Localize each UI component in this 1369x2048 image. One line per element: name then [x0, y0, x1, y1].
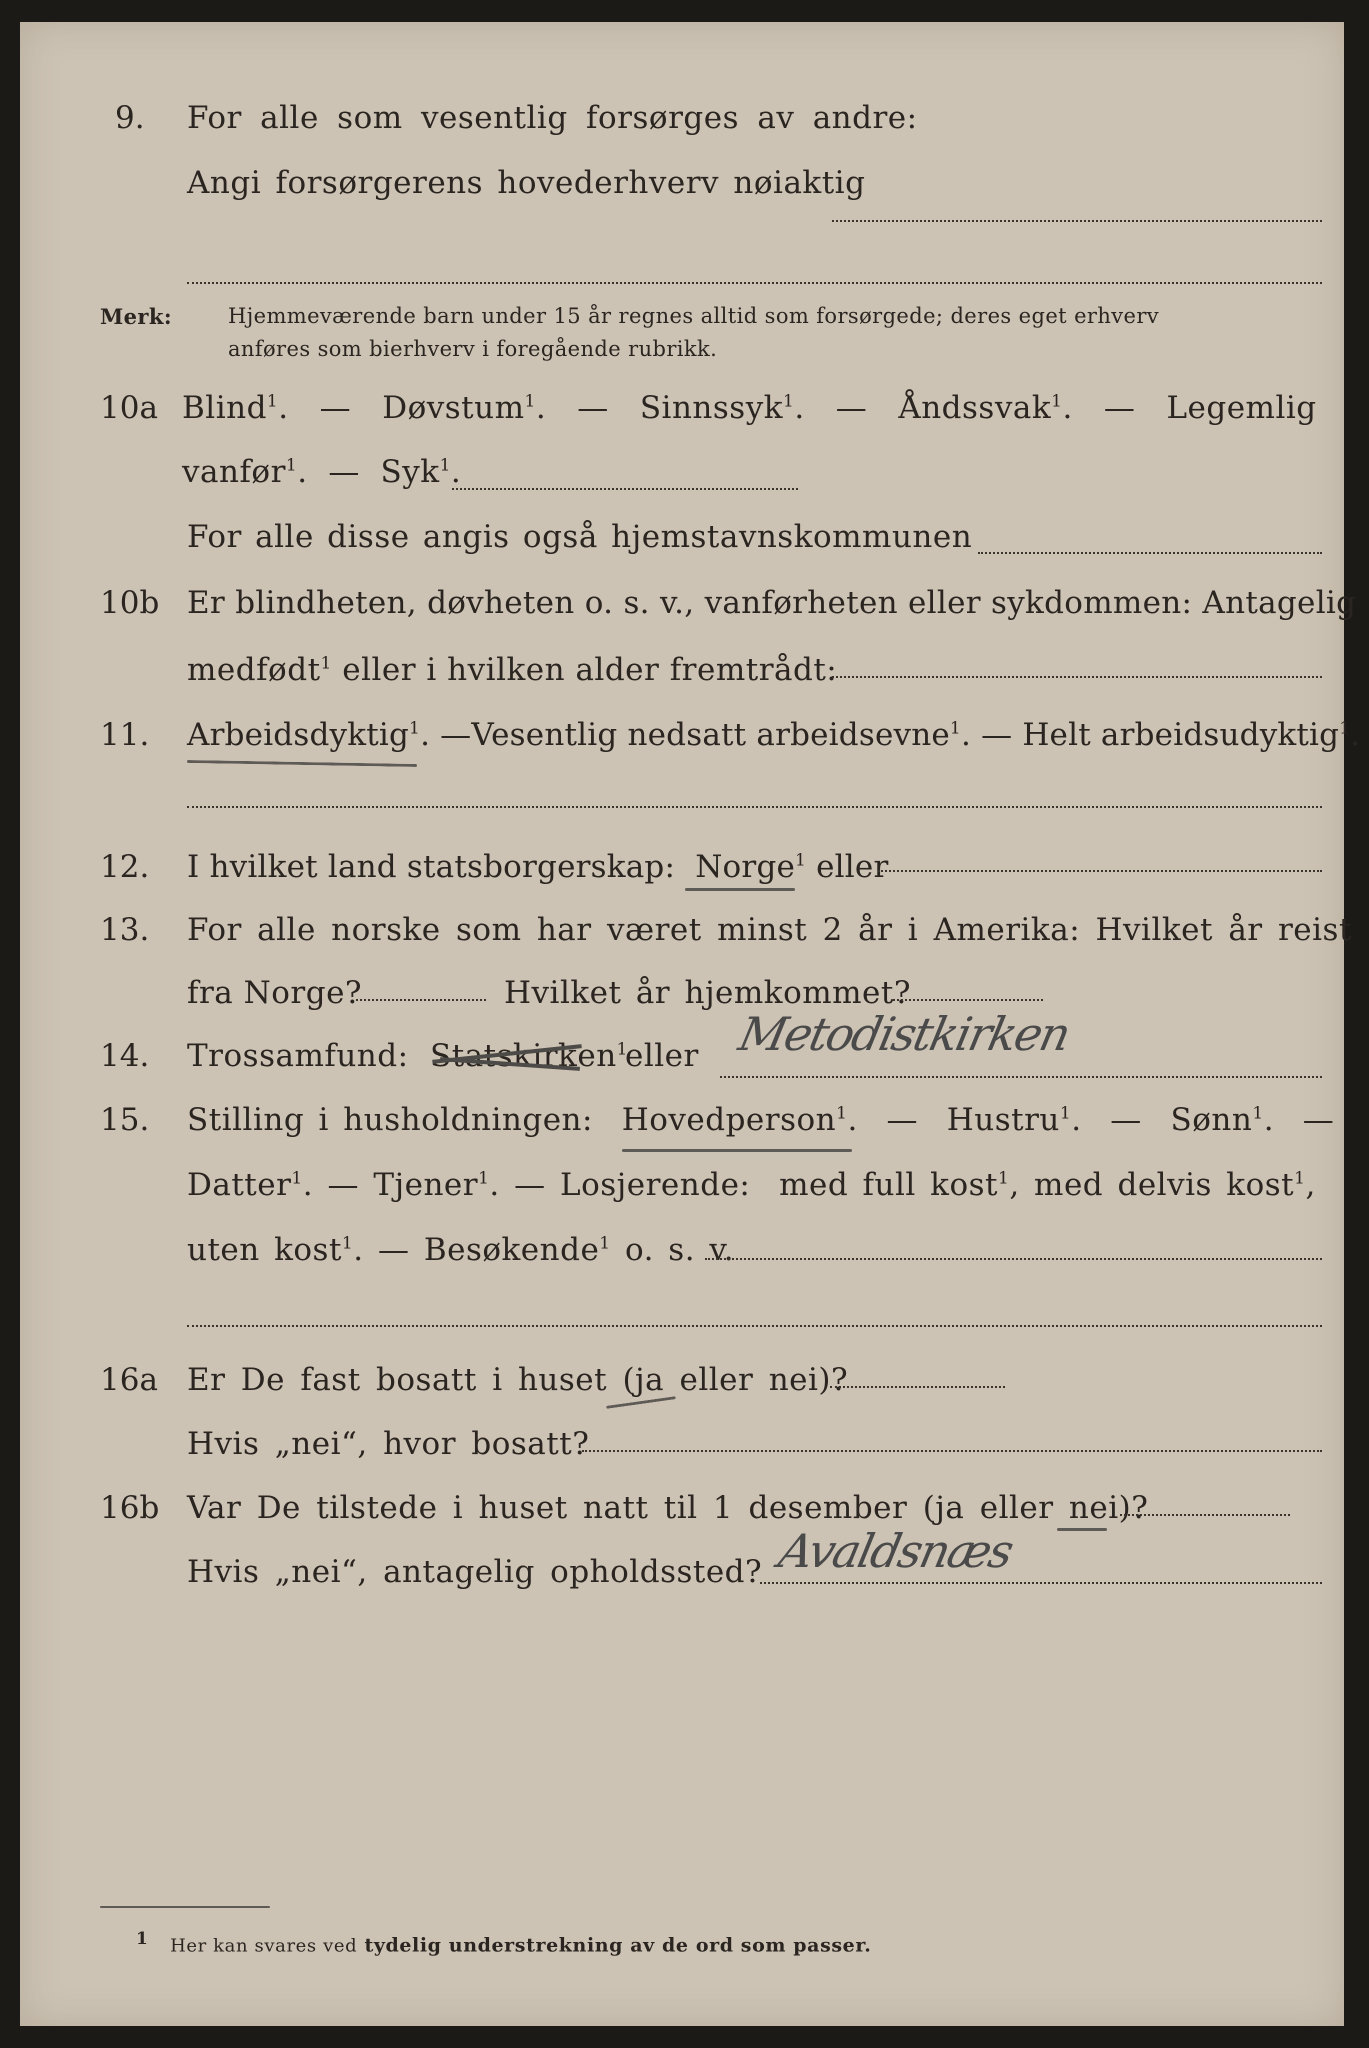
q15-number: 15. — [100, 1102, 150, 1138]
q10a-line2: vanfør$^1$. — Syk$^1$. — [182, 454, 462, 490]
opt-sinnssyk: Sinnssyk — [639, 390, 784, 426]
opt-norge: Norge — [695, 849, 796, 885]
footnote: 1 Her kan svares ved tydelig understrekning av de ord som passer. — [136, 1929, 872, 1957]
q13-fra-norge: fra Norge? — [187, 975, 363, 1011]
opt-arbeidsdyktig: Arbeidsdyktig — [187, 717, 410, 753]
q11-underline-mark — [187, 760, 417, 767]
q13-fra-line — [356, 999, 486, 1001]
q13-number: 13. — [100, 912, 150, 948]
q12-number: 12. — [100, 849, 150, 885]
q15-line1: Stilling i husholdningen: Hovedperson$^1$. — Hustru$^1$. — Sønn$^1$. — — [187, 1102, 1335, 1138]
merk-text-1: Hjemmeværende barn under 15 år regnes alltid som forsørgede; deres eget erhverv — [228, 304, 1160, 328]
q16b-number: 16b — [100, 1490, 160, 1526]
footnote-rule — [100, 1906, 270, 1908]
q16b-handwritten-answer: Avaldsnæs — [774, 1524, 1017, 1578]
q12-answer-line — [878, 870, 1322, 872]
q15-underline-mark — [622, 1149, 852, 1152]
q9-question: For alle som vesentlig forsørges av andre: — [187, 100, 918, 136]
opt-syk: Syk — [380, 454, 440, 490]
opt-vanfor: vanfør — [182, 454, 286, 490]
q15-line2: Datter$^1$. — Tjener$^1$. — Losjerende: med full kost$^1$, med delvis kost$^1$, — [187, 1167, 1316, 1203]
q9-answer-line-2 — [187, 282, 1322, 284]
merk-label: Merk: — [100, 304, 172, 329]
q16a-question: Er De fast bosatt i huset (ja eller nei)? — [187, 1362, 849, 1398]
q14-answer-line — [720, 1076, 1322, 1078]
q16a-bosatt-line — [582, 1450, 1322, 1452]
q16b-line2: Hvis „nei“, antagelig opholdssted? — [187, 1554, 763, 1590]
opt-hovedperson: Hovedperson — [621, 1102, 837, 1138]
q10b-answer-line — [832, 676, 1322, 678]
q10b-question: Er blindheten, døvheten o. s. v., vanførheten eller sykdommen: Antagelig — [187, 585, 1357, 621]
q9-instruction: Angi forsørgerens hovederhverv nøiaktig — [187, 165, 866, 201]
q10a-number: 10a — [100, 390, 158, 426]
q16b-answer-line — [1120, 1514, 1290, 1516]
q13-hjem-line — [893, 999, 1043, 1001]
q10a-hjemstavn: For alle disse angis også hjemstavnskommunen — [187, 519, 973, 555]
q15-answer-line-2 — [187, 1325, 1322, 1327]
q11-number: 11. — [100, 717, 150, 753]
q10b-line2: medfødt$^1$ eller i hvilken alder fremtrådt: — [187, 652, 838, 688]
q16b-question: Var De tilstede i huset natt til 1 desember (ja eller nei)? — [187, 1490, 1149, 1526]
q15-answer-line — [705, 1258, 1322, 1260]
q9-answer-line — [832, 220, 1322, 222]
q11-options: Arbeidsdyktig$^1$. —Vesentlig nedsatt arbeidsevne$^1$. — Helt arbeidsudyktig$^1$. — [187, 717, 1361, 753]
q16a-line2: Hvis „nei“, hvor bosatt? — [187, 1426, 590, 1462]
q11-answer-line — [187, 806, 1322, 808]
q13-hjemkommet: Hvilket år hjemkommet? — [504, 975, 911, 1011]
opt-blind: Blind — [182, 390, 267, 426]
opt-andssvak: Åndssvak — [898, 390, 1052, 426]
merk-text-2: anføres som bierhverv i foregående rubrikk. — [228, 337, 718, 361]
form-page — [20, 22, 1361, 2026]
q12-underline-mark — [685, 888, 795, 891]
q16a-answer-line — [830, 1386, 1005, 1388]
q12-question: I hvilket land statsborgerskap: Norge$^1$ eller — [187, 849, 889, 885]
q14-eller: eller — [625, 1038, 699, 1074]
q16a-underline-mark — [606, 1396, 676, 1409]
q14-number: 14. — [100, 1038, 150, 1074]
q16a-number: 16a — [100, 1362, 158, 1398]
q16b-opholdssted-line — [760, 1582, 1322, 1584]
q15-line3: uten kost$^1$. — Besøkende$^1$ o. s. v. — [187, 1232, 735, 1268]
q14-label: Trossamfund: — [187, 1038, 409, 1074]
q13-question: For alle norske som har været minst 2 år i Amerika: Hvilket år reist — [187, 912, 1352, 948]
q14-handwritten-answer: Metodistkirken — [734, 1007, 1074, 1061]
q10a-options: Blind$^1$. — Døvstum$^1$. — Sinnssyk$^1$. — Åndssvak$^1$. — Legemlig — [182, 390, 1317, 426]
opt-dovstum: Døvstum — [382, 390, 525, 426]
q9-number: 9. — [115, 100, 145, 136]
q10a-hjemstavn-line — [978, 552, 1322, 554]
q10a-answer-line — [452, 488, 798, 490]
q16b-underline-mark — [1057, 1528, 1107, 1531]
q10b-number: 10b — [100, 585, 160, 621]
opt-legemlig: Legemlig — [1166, 390, 1317, 426]
q14-statskirken: Statskirken$^1$ — [430, 1038, 628, 1074]
